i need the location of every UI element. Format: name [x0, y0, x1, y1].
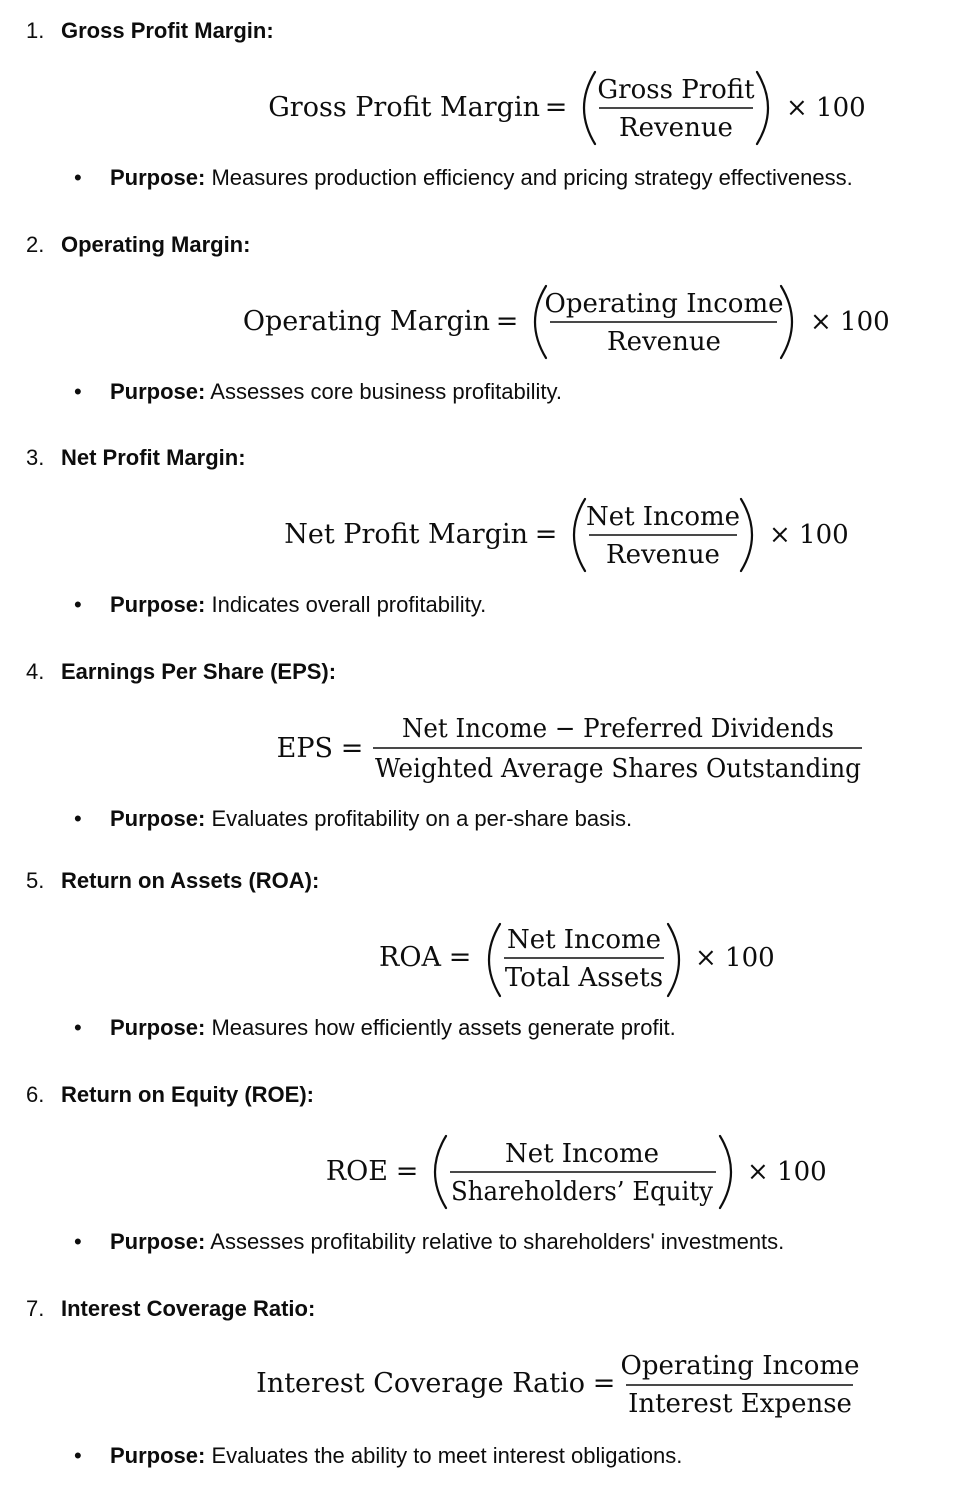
bullet-icon: •: [74, 1015, 82, 1040]
list-item-interest-coverage-ratio: [0, 1278, 970, 1492]
numerator: Net Income: [506, 925, 662, 955]
formula-lhs: Gross Profit Margin: [268, 92, 540, 123]
item-heading: [26, 658, 336, 686]
numerator: Net Income − Preferred Dividends: [402, 714, 834, 744]
purpose-label: Purpose:: [110, 806, 206, 831]
purpose-label: Purpose:: [110, 592, 206, 617]
bullet-icon: •: [74, 806, 82, 831]
purpose-label: Purpose:: [110, 1443, 206, 1468]
purpose-text: Evaluates profitability on a per-share basis.: [211, 806, 633, 831]
item-heading: [26, 867, 319, 895]
item-number: 5.: [26, 868, 45, 893]
item-number: 4.: [26, 659, 45, 684]
formula-interest-coverage-ratio: [0, 1330, 970, 1434]
equals-sign: =: [448, 942, 472, 973]
denominator: Revenue: [606, 540, 720, 570]
right-paren: [668, 924, 679, 996]
purpose-text: Assesses profitability relative to shareholders' investments.: [210, 1229, 785, 1254]
item-title: Earnings Per Share (EPS):: [61, 659, 337, 684]
denominator: Total Assets: [504, 963, 664, 993]
purpose-text: Indicates overall profitability.: [211, 592, 487, 617]
bullet-icon: •: [74, 1229, 82, 1254]
formula-svg: [0, 52, 970, 156]
multiplier: × 100: [786, 93, 866, 123]
item-title: Operating Margin:: [61, 232, 251, 257]
equals-sign: =: [544, 92, 568, 123]
numerator: Net Income: [504, 1139, 660, 1169]
numerator: Operating Income: [620, 1351, 860, 1381]
formula-svg: [0, 693, 970, 797]
item-heading: [26, 231, 250, 259]
purpose-text: Measures production efficiency and pricing strategy effectiveness.: [211, 165, 853, 190]
item-title: Return on Equity (ROE):: [61, 1082, 314, 1107]
numerator: Operating Income: [544, 289, 784, 319]
equals-sign: =: [534, 519, 558, 550]
formula-lhs: Interest Coverage Ratio: [256, 1368, 585, 1399]
purpose-text: Measures how efficiently assets generate profit.: [211, 1015, 676, 1040]
purpose-label: Purpose:: [110, 165, 206, 190]
formula-lhs: Net Profit Margin: [284, 519, 528, 550]
purpose-text: Assesses core business profitability.: [210, 379, 563, 404]
item-number: 1.: [26, 18, 45, 43]
left-paren: [574, 499, 585, 571]
bullet-icon: •: [74, 592, 82, 617]
bullet-icon: •: [74, 165, 82, 190]
left-paren: [489, 924, 500, 996]
item-title: Net Profit Margin:: [61, 445, 246, 470]
list-item-return-on-equity: [0, 1064, 970, 1278]
formula-svg: [0, 1116, 970, 1220]
formula-svg: [0, 902, 970, 1006]
left-paren: [435, 1136, 446, 1208]
multiplier: × 100: [810, 307, 890, 337]
purpose-label: Purpose:: [110, 1015, 206, 1040]
denominator: Revenue: [607, 327, 721, 357]
right-paren: [757, 72, 768, 144]
item-heading: [26, 1295, 315, 1323]
equals-sign: =: [495, 306, 519, 337]
purpose-label: Purpose:: [110, 379, 206, 404]
formula-roe: [0, 1116, 970, 1220]
formula-operating-margin: [0, 266, 970, 370]
formula-svg: [0, 479, 970, 583]
bullet-icon: •: [74, 1443, 82, 1468]
formula-lhs: Operating Margin: [242, 306, 490, 337]
formula-roa: [0, 902, 970, 1006]
formula-svg: [0, 1330, 970, 1434]
formula-lhs: EPS: [276, 733, 333, 764]
formula-svg: [0, 266, 970, 370]
item-heading: [26, 444, 246, 472]
right-paren: [720, 1136, 731, 1208]
formula-lhs: ROE: [325, 1156, 388, 1187]
formula-gross-profit-margin: [0, 52, 970, 156]
multiplier: × 100: [769, 520, 849, 550]
purpose-text: Evaluates the ability to meet interest obligations.: [211, 1443, 683, 1468]
formula-lhs: ROA: [379, 942, 441, 973]
bullet-icon: •: [74, 379, 82, 404]
list-item-net-profit-margin: [0, 427, 970, 641]
item-heading: [26, 1081, 314, 1109]
equals-sign: =: [395, 1156, 419, 1187]
multiplier: × 100: [747, 1157, 827, 1187]
right-paren: [741, 499, 752, 571]
list-item-operating-margin: [0, 214, 970, 428]
list-item-earnings-per-share: [0, 641, 970, 855]
purpose-label: Purpose:: [110, 1229, 206, 1254]
left-paren: [584, 72, 595, 144]
denominator: Interest Expense: [628, 1389, 852, 1419]
denominator: Weighted Average Shares Outstanding: [375, 754, 861, 784]
item-number: 7.: [26, 1296, 45, 1321]
numerator: Gross Profit: [597, 75, 755, 105]
formula-eps: [0, 693, 970, 797]
item-title: Interest Coverage Ratio:: [61, 1296, 316, 1321]
denominator: Shareholders’ Equity: [451, 1177, 714, 1207]
formula-net-profit-margin: [0, 479, 970, 583]
item-number: 3.: [26, 445, 45, 470]
item-title: Return on Assets (ROA):: [61, 868, 320, 893]
equals-sign: =: [340, 733, 364, 764]
numerator: Net Income: [585, 502, 741, 532]
list-item-gross-profit-margin: [0, 0, 970, 214]
item-heading: [26, 17, 274, 45]
item-number: 2.: [26, 232, 45, 257]
multiplier: × 100: [695, 943, 775, 973]
list-item-return-on-assets: [0, 850, 970, 1064]
item-title: Gross Profit Margin:: [61, 18, 274, 43]
item-number: 6.: [26, 1082, 45, 1107]
equals-sign: =: [592, 1368, 616, 1399]
denominator: Revenue: [619, 113, 733, 143]
